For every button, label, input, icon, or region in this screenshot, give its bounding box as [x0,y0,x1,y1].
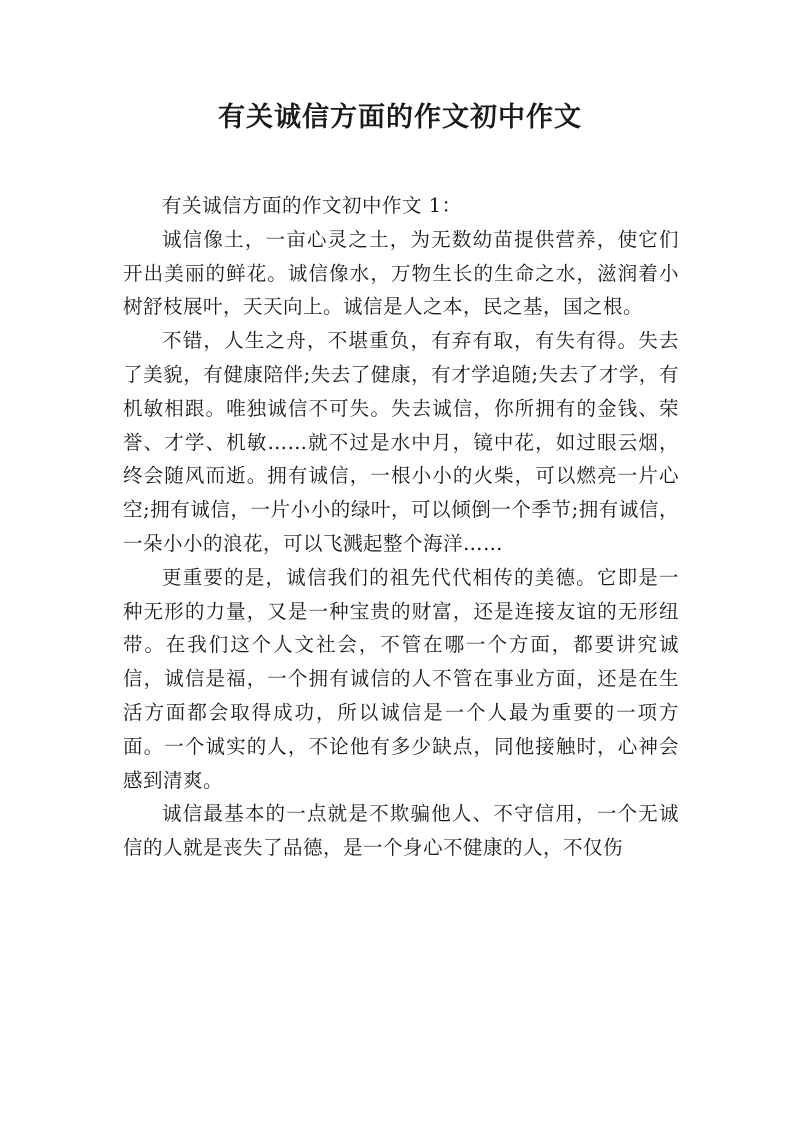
paragraph: 诚信最基本的一点就是不欺骗他人、不守信用，一个无诚信的人就是丧失了品德，是一个身心不健康的人，不仅伤 [123,802,679,860]
document-title: 有关诚信方面的作文初中作文 [218,102,582,133]
paragraph: 更重要的是，诚信我们的祖先代代相传的美德。它即是一种无形的力量，又是一种宝贵的财富，还是连接友谊的无形纽带。在我们这个人文社会，不管在哪一个方面，都要讲究诚信，诚信是福，一个拥有诚信的人不管在事业方面，还是在生活方面都会取得成功，所以诚信是一个人最为重要的一项方面。一个诚实的人，不论他有多少缺点，同他接触时，心神会感到清爽。 [123,565,679,792]
paragraph-heading: 有关诚信方面的作文初中作文 1： [162,194,462,217]
document-body [123,189,679,865]
paragraph: 诚信像土，一亩心灵之土，为无数幼苗提供营养，使它们开出美丽的鲜花。诚信像水，万物生长的生命之水，滋润着小树舒枝展叶，天天向上。诚信是人之本，民之基，国之根。 [123,227,679,319]
paragraph: 不错，人生之舟，不堪重负，有弃有取，有失有得。失去了美貌，有健康陪伴;失去了健康，有才学追随;失去了才学，有机敏相跟。唯独诚信不可失。失去诚信，你所拥有的金钱、荣誉、才学、机敏……就不过是水中月，镜中花，如过眼云烟，终会随风而逝。拥有诚信，一根小小的火柴，可以燃亮一片心空;拥有诚信，一片小小的绿叶，可以倾倒一个季节;拥有诚信，一朵小小的浪花，可以飞溅起整个海洋…… [123,329,679,555]
